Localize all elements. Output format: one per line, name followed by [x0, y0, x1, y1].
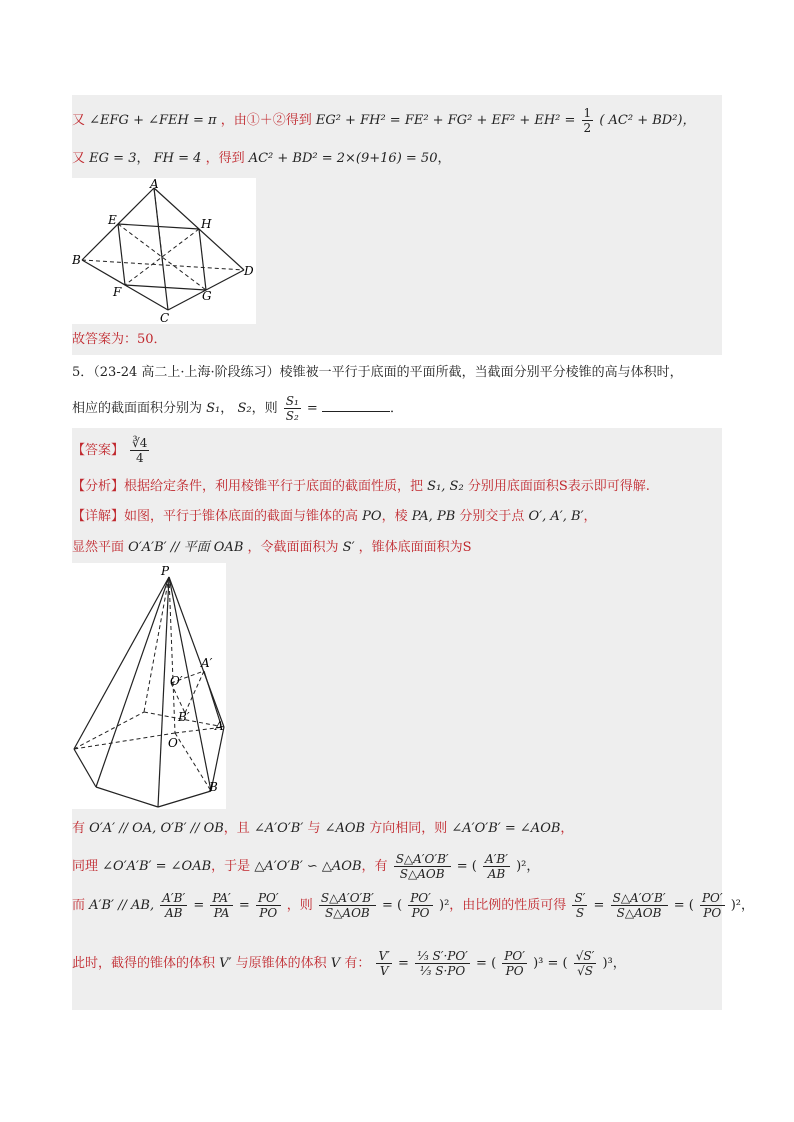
derivation-line4: 此时，截得的锥体的体积 V′ 与原锥体的体积 V 有： $\frac{V'}{V}$ = $\frac{\text{⅓ S′·PO′}}{\text{⅓ S·PO}}$ = ( $\frac{PO'}{PO}$ )³ = ( $\frac{√S'}{√S}$ )³，	[72, 949, 626, 978]
derivation-line3: 而 A′B′ // AB, $\frac{A'B'}{AB}$ = $\frac{PA'}{PA}$ = $\frac{PO'}{PO}$ ，则 $\frac{S\triangle A'O'B'}{\text{S△AOB}}$ = ( $\frac{PO'}{PO}$ )²，由比例的性质可得 $\frac{S'}{S}$ = $\frac{S\triangle A'O'B'}{\text{S△AOB}}$ = ( $\frac{PO'}{PO}$ )²，	[72, 891, 755, 920]
detail5-line1: 【详解】如图，平行于锥体底面的截面与锥体的高 PO，棱 PA, PB 分别交于点 O′, A′, B′，	[72, 509, 597, 524]
label-E: E	[108, 213, 117, 227]
problem5-line2: 相应的截面面积分别为 S₁， S₂，则 $\frac{\text{S₁}}{\text{S₂}}$ = ．	[72, 394, 403, 423]
label-F: F	[113, 285, 122, 299]
derivation-line1: 有 O′A′ // OA, O′B′ // OB，且 ∠A′O′B′ 与 ∠AOB 方向相同，则 ∠A′O′B′ = ∠AOB，	[72, 821, 574, 836]
label-O-prime: O′	[170, 674, 183, 688]
label-A: A	[150, 178, 159, 191]
answer-fraction: $\frac{∛4}{4}$	[132, 436, 148, 465]
derivation-line2: 同理 ∠O′A′B′ = ∠OAB，于是 △A′O′B′ ∽ △AOB，有 $\frac{S\triangle A'O'B'}{\text{S△AOB}}$ = ( $\frac{A'B'}{AB}$ )²，	[72, 852, 540, 881]
label-D: D	[244, 264, 254, 278]
label-P: P	[161, 564, 170, 578]
tetrahedron-figure	[72, 178, 256, 324]
answer5-line: 【答案】 $\frac{∛4}{4}$	[72, 436, 148, 465]
label-A-prime: A′	[201, 656, 213, 670]
label-B: B	[209, 780, 218, 794]
label-B: B	[72, 253, 81, 267]
label-G: G	[202, 289, 212, 303]
solution4-line1: 又 ∠EFG + ∠FEH = π ，由①＋②得到 EG² + FH² = FE² + FG² + EF² + EH² = $\frac{1}{2}$ ( AC² + BD²)，	[72, 106, 696, 135]
fraction-half: $\frac{1}{2}$	[583, 106, 592, 135]
detail5-line2: 显然平面 O′A′B′ // 平面 OAB ，令截面面积为 S′ ，锥体底面面积为S	[72, 540, 472, 555]
ratio-s1-s2: $\frac{\text{S₁}}{\text{S₂}}$	[285, 394, 299, 423]
problem5-line1: 5．（23-24 高二上·上海·阶段练习）棱锥被一平行于底面的平面所截，当截面分别平分棱锥的高与体积时，	[72, 365, 683, 380]
label-H: H	[201, 217, 212, 231]
label-B-prime: B′	[178, 710, 190, 724]
pyramid-figure	[72, 563, 226, 809]
label-C: C	[160, 311, 170, 324]
label-A: A	[215, 719, 224, 733]
solution4-line2: 又 EG = 3， FH = 4 ，得到 AC² + BD² = 2×(9+16) = 50，	[72, 151, 451, 166]
analysis5-line: 【分析】根据给定条件，利用棱锥平行于底面的截面性质，把 S₁, S₂ 分别用底面面积S表示即可得解.	[72, 479, 650, 494]
answer-blank	[322, 399, 390, 412]
label-O: O	[168, 736, 178, 750]
answer-line-4: 故答案为：50．	[72, 332, 167, 347]
